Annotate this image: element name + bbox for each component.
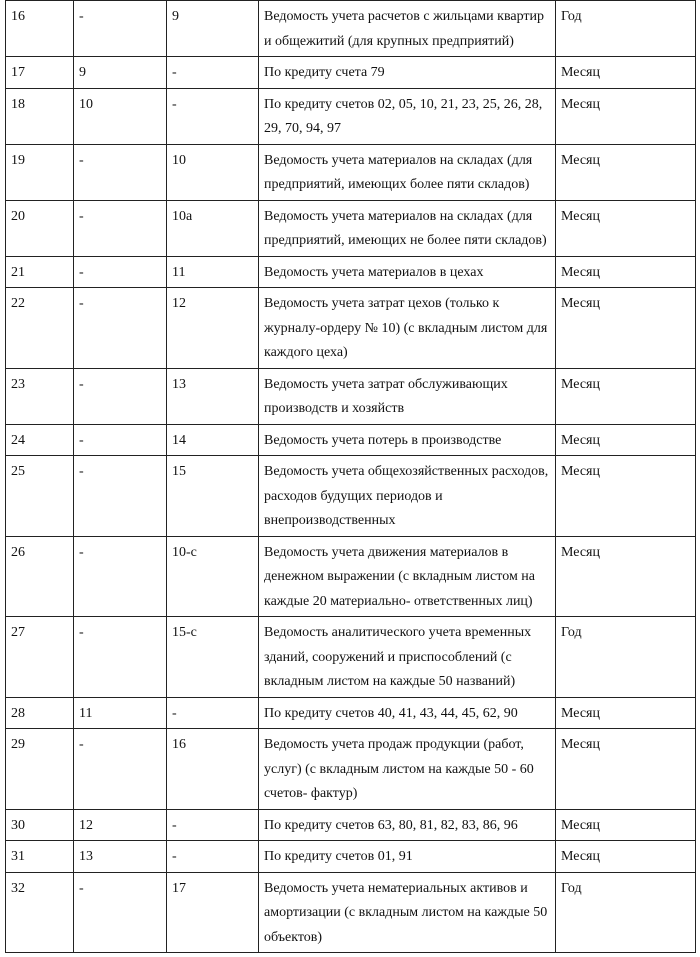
description-cell: Ведомость учета затрат цехов (только к журналу-ордеру № 10) (с вкладным листом для каждого цеха) <box>259 288 556 369</box>
statement-number-cell: 11 <box>167 256 259 288</box>
table-row <box>6 536 696 617</box>
statement-number-cell: - <box>167 57 259 89</box>
description-cell: Ведомость учета затрат обслуживающих производств и хозяйств <box>259 368 556 424</box>
table-row <box>6 1 696 57</box>
table-row <box>6 697 696 729</box>
row-number-cell: 17 <box>6 57 74 89</box>
table-row <box>6 809 696 841</box>
period-cell: Месяц <box>556 256 696 288</box>
description-cell: По кредиту счета 79 <box>259 57 556 89</box>
period-cell: Месяц <box>556 88 696 144</box>
description-cell: Ведомость учета расчетов с жильцами квартир и общежитий (для крупных предприятий) <box>259 1 556 57</box>
journal-order-cell: 10 <box>74 88 167 144</box>
register-table-body <box>6 1 696 953</box>
row-number-cell: 18 <box>6 88 74 144</box>
row-number-cell: 23 <box>6 368 74 424</box>
journal-order-cell: - <box>74 1 167 57</box>
row-number-cell: 16 <box>6 1 74 57</box>
table-row <box>6 456 696 537</box>
period-cell: Месяц <box>556 841 696 873</box>
statement-number-cell: 9 <box>167 1 259 57</box>
journal-order-cell: 9 <box>74 57 167 89</box>
period-cell: Месяц <box>556 697 696 729</box>
table-row <box>6 88 696 144</box>
register-table <box>5 0 696 953</box>
description-cell: Ведомость учета продаж продукции (работ, услуг) (с вкладным листом на каждые 50 - 60 счетов- фактур) <box>259 729 556 810</box>
statement-number-cell: 16 <box>167 729 259 810</box>
period-cell: Месяц <box>556 144 696 200</box>
row-number-cell: 32 <box>6 872 74 953</box>
statement-number-cell: 10-с <box>167 536 259 617</box>
statement-number-cell: 10 <box>167 144 259 200</box>
description-cell: Ведомость учета нематериальных активов и амортизации (с вкладным листом на каждые 50 объектов) <box>259 872 556 953</box>
row-number-cell: 26 <box>6 536 74 617</box>
period-cell: Месяц <box>556 536 696 617</box>
table-row <box>6 288 696 369</box>
table-row <box>6 872 696 953</box>
table-row <box>6 144 696 200</box>
row-number-cell: 24 <box>6 424 74 456</box>
row-number-cell: 20 <box>6 200 74 256</box>
statement-number-cell: 12 <box>167 288 259 369</box>
journal-order-cell: - <box>74 456 167 537</box>
row-number-cell: 21 <box>6 256 74 288</box>
table-row <box>6 841 696 873</box>
journal-order-cell: - <box>74 536 167 617</box>
period-cell: Год <box>556 1 696 57</box>
journal-order-cell: - <box>74 617 167 698</box>
description-cell: Ведомость учета потерь в производстве <box>259 424 556 456</box>
period-cell: Год <box>556 617 696 698</box>
row-number-cell: 25 <box>6 456 74 537</box>
table-row <box>6 200 696 256</box>
period-cell: Месяц <box>556 368 696 424</box>
statement-number-cell: - <box>167 809 259 841</box>
period-cell: Месяц <box>556 200 696 256</box>
statement-number-cell: - <box>167 841 259 873</box>
description-cell: Ведомость учета материалов в цехах <box>259 256 556 288</box>
table-row <box>6 617 696 698</box>
period-cell: Месяц <box>556 809 696 841</box>
journal-order-cell: - <box>74 872 167 953</box>
row-number-cell: 30 <box>6 809 74 841</box>
table-row <box>6 424 696 456</box>
period-cell: Месяц <box>556 729 696 810</box>
description-cell: По кредиту счетов 40, 41, 43, 44, 45, 62, 90 <box>259 697 556 729</box>
row-number-cell: 28 <box>6 697 74 729</box>
journal-order-cell: - <box>74 144 167 200</box>
statement-number-cell: 10а <box>167 200 259 256</box>
journal-order-cell: - <box>74 288 167 369</box>
journal-order-cell: 12 <box>74 809 167 841</box>
statement-number-cell: 15 <box>167 456 259 537</box>
statement-number-cell: 13 <box>167 368 259 424</box>
description-cell: Ведомость учета движения материалов в денежном выражении (с вкладным листом на каждые 20 материально- ответственных лиц) <box>259 536 556 617</box>
row-number-cell: 31 <box>6 841 74 873</box>
description-cell: По кредиту счетов 02, 05, 10, 21, 23, 25, 26, 28, 29, 70, 94, 97 <box>259 88 556 144</box>
description-cell: Ведомость учета общехозяйственных расходов, расходов будущих периодов и внепроизводственных <box>259 456 556 537</box>
row-number-cell: 22 <box>6 288 74 369</box>
statement-number-cell: - <box>167 697 259 729</box>
row-number-cell: 27 <box>6 617 74 698</box>
journal-order-cell: - <box>74 256 167 288</box>
journal-order-cell: - <box>74 368 167 424</box>
description-cell: Ведомость учета материалов на складах (для предприятий, имеющих более пяти складов) <box>259 144 556 200</box>
description-cell: По кредиту счетов 63, 80, 81, 82, 83, 86, 96 <box>259 809 556 841</box>
journal-order-cell: - <box>74 424 167 456</box>
description-cell: Ведомость учета материалов на складах (для предприятий, имеющих не более пяти складов) <box>259 200 556 256</box>
row-number-cell: 19 <box>6 144 74 200</box>
table-row <box>6 256 696 288</box>
table-row <box>6 368 696 424</box>
journal-order-cell: - <box>74 729 167 810</box>
period-cell: Месяц <box>556 57 696 89</box>
row-number-cell: 29 <box>6 729 74 810</box>
table-row <box>6 729 696 810</box>
description-cell: По кредиту счетов 01, 91 <box>259 841 556 873</box>
journal-order-cell: - <box>74 200 167 256</box>
table-row <box>6 57 696 89</box>
statement-number-cell: 15-с <box>167 617 259 698</box>
journal-order-cell: 13 <box>74 841 167 873</box>
statement-number-cell: 17 <box>167 872 259 953</box>
period-cell: Месяц <box>556 424 696 456</box>
statement-number-cell: - <box>167 88 259 144</box>
statement-number-cell: 14 <box>167 424 259 456</box>
period-cell: Месяц <box>556 288 696 369</box>
description-cell: Ведомость аналитического учета временных зданий, сооружений и приспособлений (с вкладным листом на каждые 50 названий) <box>259 617 556 698</box>
period-cell: Месяц <box>556 456 696 537</box>
journal-order-cell: 11 <box>74 697 167 729</box>
period-cell: Год <box>556 872 696 953</box>
